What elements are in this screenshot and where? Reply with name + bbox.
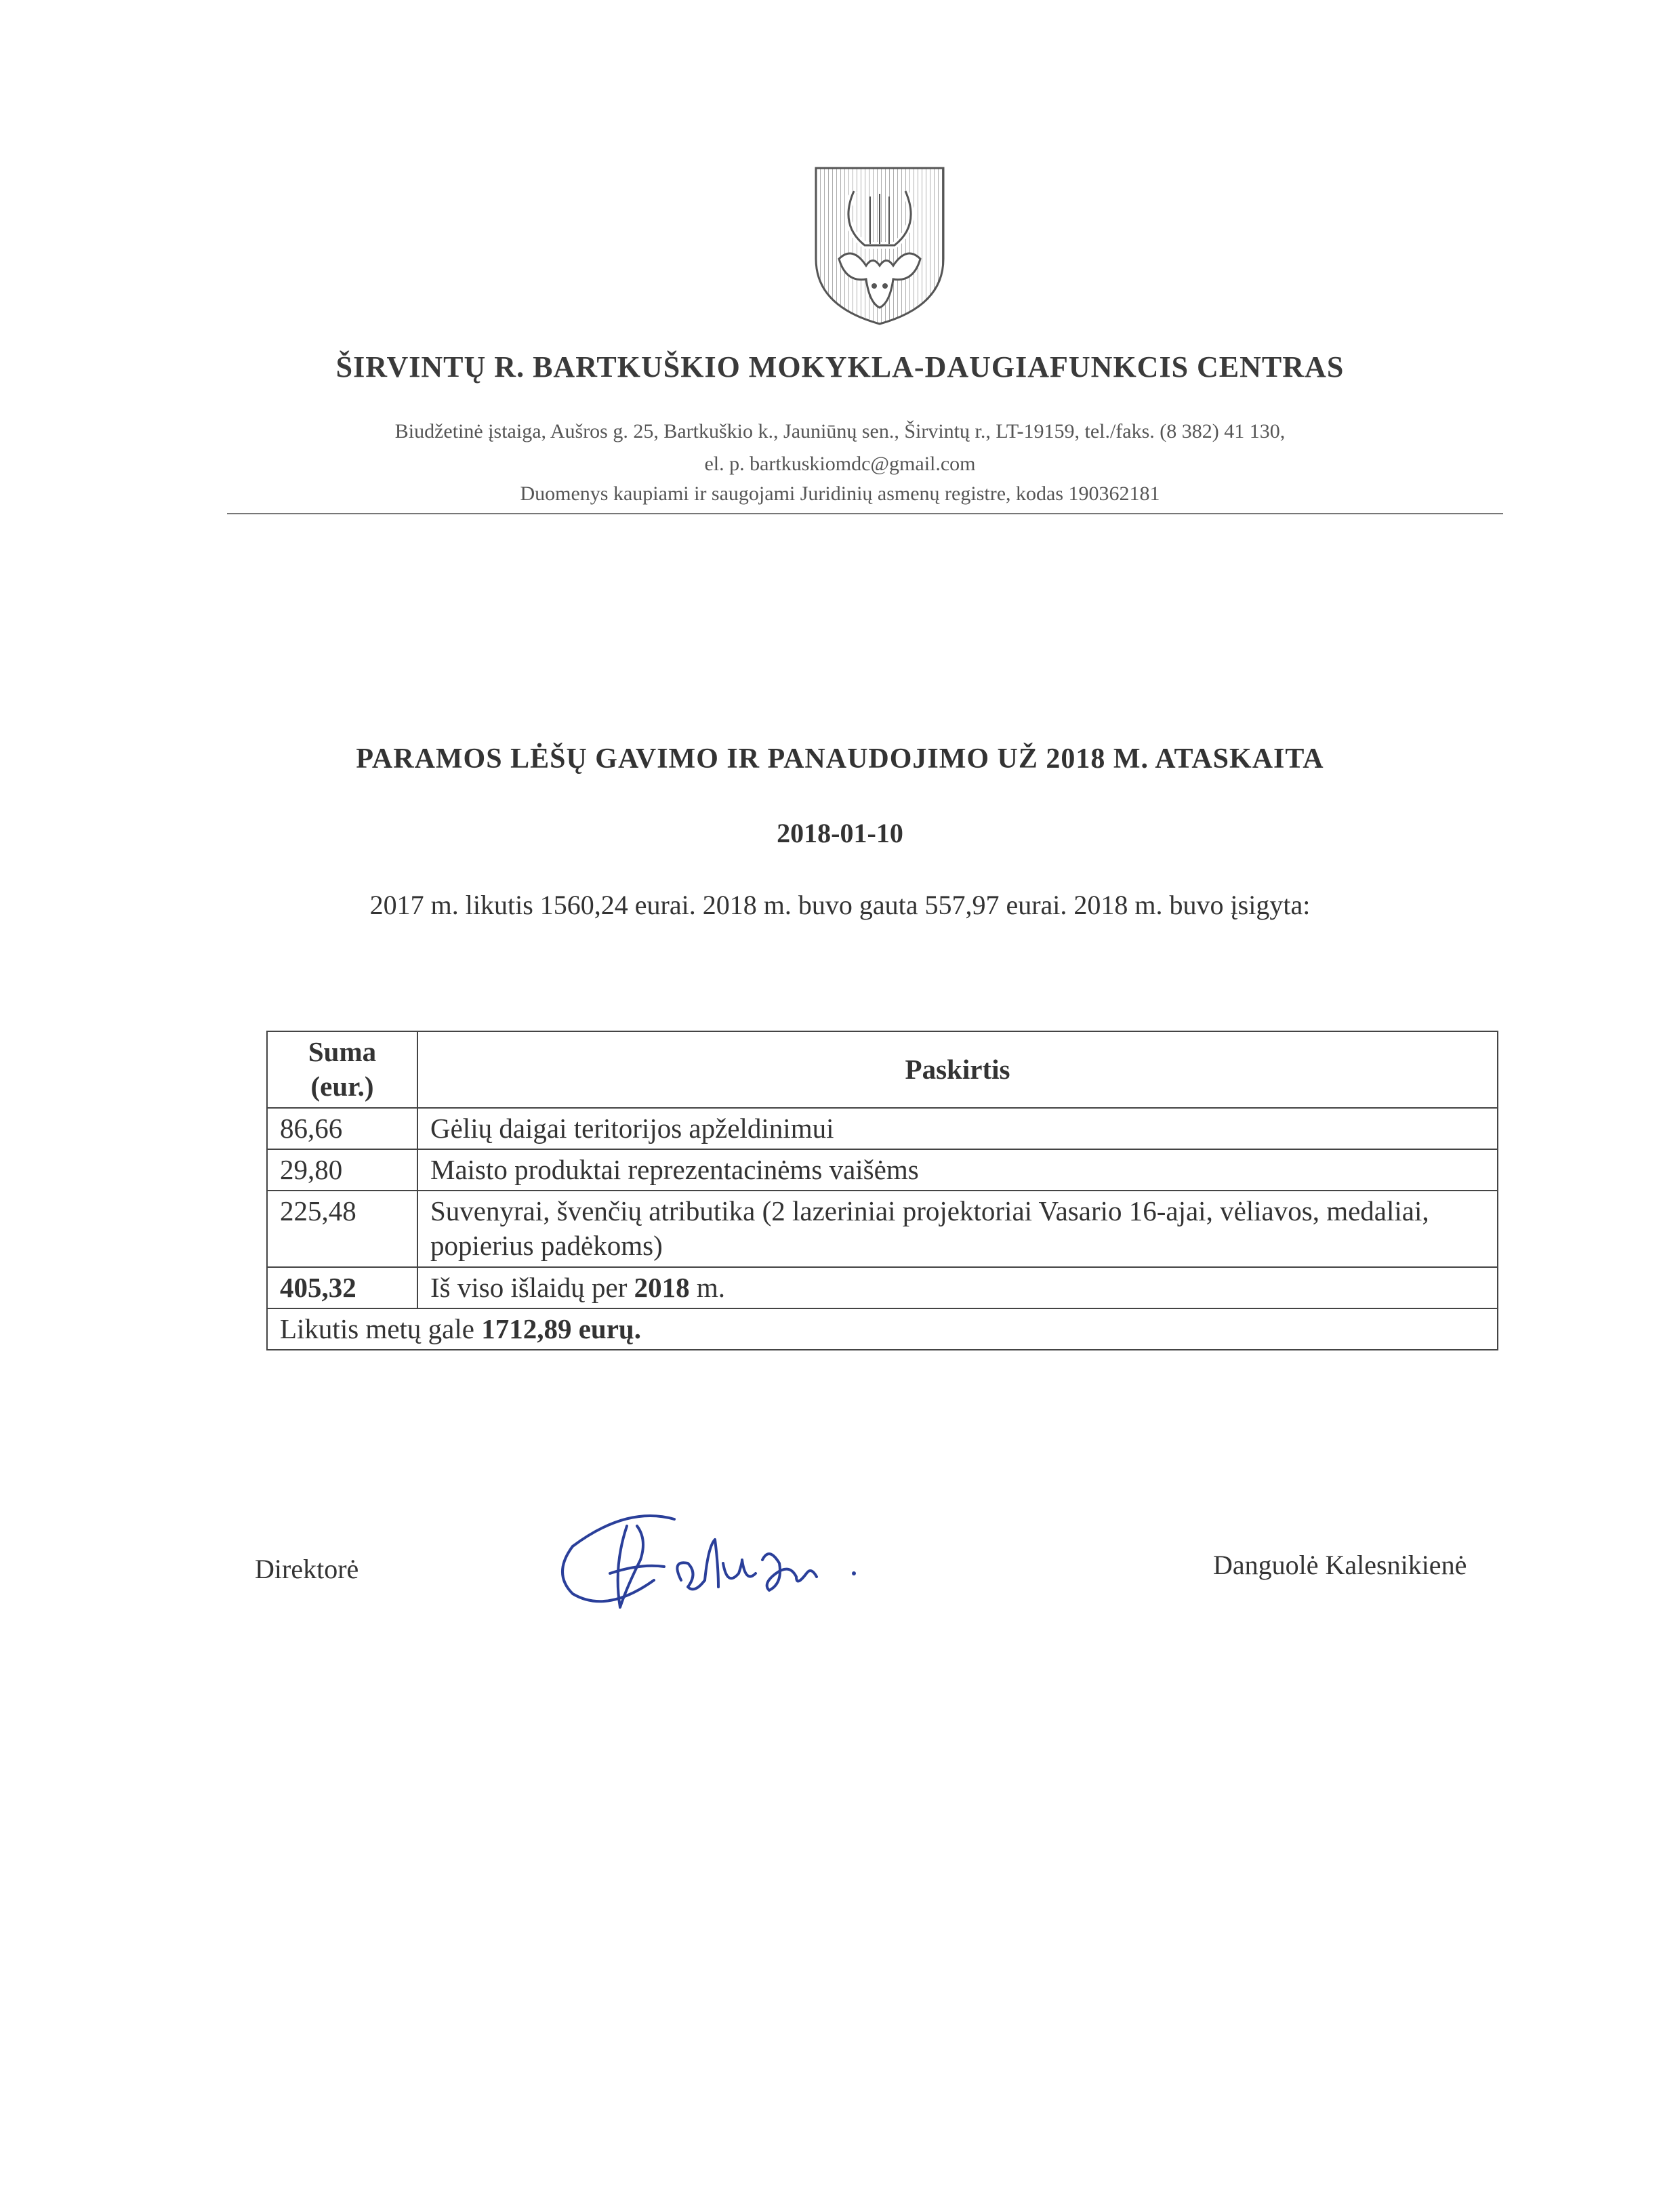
header-divider [227,513,1503,514]
row-sum: 86,66 [267,1108,417,1149]
coat-of-arms-icon [812,164,947,327]
signature-icon [546,1499,884,1614]
balance-suffix: . [634,1313,641,1344]
row-sum: 225,48 [267,1191,417,1267]
row-purpose: Suvenyrai, švenčių atributika (2 lazeriniai projektoriai Vasario 16-ajai, vėliavos, medaliai, popierius padėkoms) [417,1191,1498,1267]
report-date: 2018-01-10 [777,818,903,848]
row-sum: 29,80 [267,1149,417,1191]
total-suffix: m. [689,1271,726,1303]
table-row [267,1149,1498,1191]
signature-role: Direktorė [255,1554,359,1584]
balance-amount: 1712,89 eurų [481,1313,634,1344]
table-header-row [267,1031,1498,1108]
table-total-row [267,1267,1498,1308]
organization-name: ŠIRVINTŲ R. BARTKUŠKIO MOKYKLA-DAUGIAFUNKCIS CENTRAS [335,350,1345,384]
organization-address: Biudžetinė įstaiga, Aušros g. 25, Bartkuškio k., Jauniūnų sen., Širvintų r., LT-19159, tel./faks. (8 382) 41 130, [394,420,1286,442]
report-title: PARAMOS LĖŠŲ GAVIMO IR PANAUDOJIMO UŽ 2018 M. ATASKAITA [356,743,1324,775]
table-balance-row [267,1308,1498,1350]
balance-cell [267,1308,1498,1350]
table-row [267,1108,1498,1149]
organization-email: el. p. bartkuskiomdc@gmail.com [704,453,976,475]
signatory-name: Danguolė Kalesnikienė [1213,1550,1467,1580]
report-intro: 2017 m. likutis 1560,24 eurai. 2018 m. buvo gauta 557,97 eurai. 2018 m. buvo įsigyta: [369,890,1311,920]
balance-prefix: Likutis metų gale [280,1313,482,1344]
total-sum: 405,32 [267,1267,417,1308]
organization-registry: Duomenys kaupiami ir saugojami Juridinių asmenų registre, kodas 190362181 [520,482,1160,505]
expenses-table [266,1031,1498,1350]
row-purpose: Gėlių daigai teritorijos apželdinimui [417,1108,1498,1149]
table-row [267,1191,1498,1267]
total-prefix: Iš viso išlaidų per [430,1271,634,1303]
total-year: 2018 [634,1271,690,1303]
total-description [417,1267,1498,1308]
header-purpose: Paskirtis [417,1031,1498,1108]
row-purpose: Maisto produktai reprezentacinėms vaišėms [417,1149,1498,1191]
header-sum: Suma (eur.) [267,1031,417,1108]
